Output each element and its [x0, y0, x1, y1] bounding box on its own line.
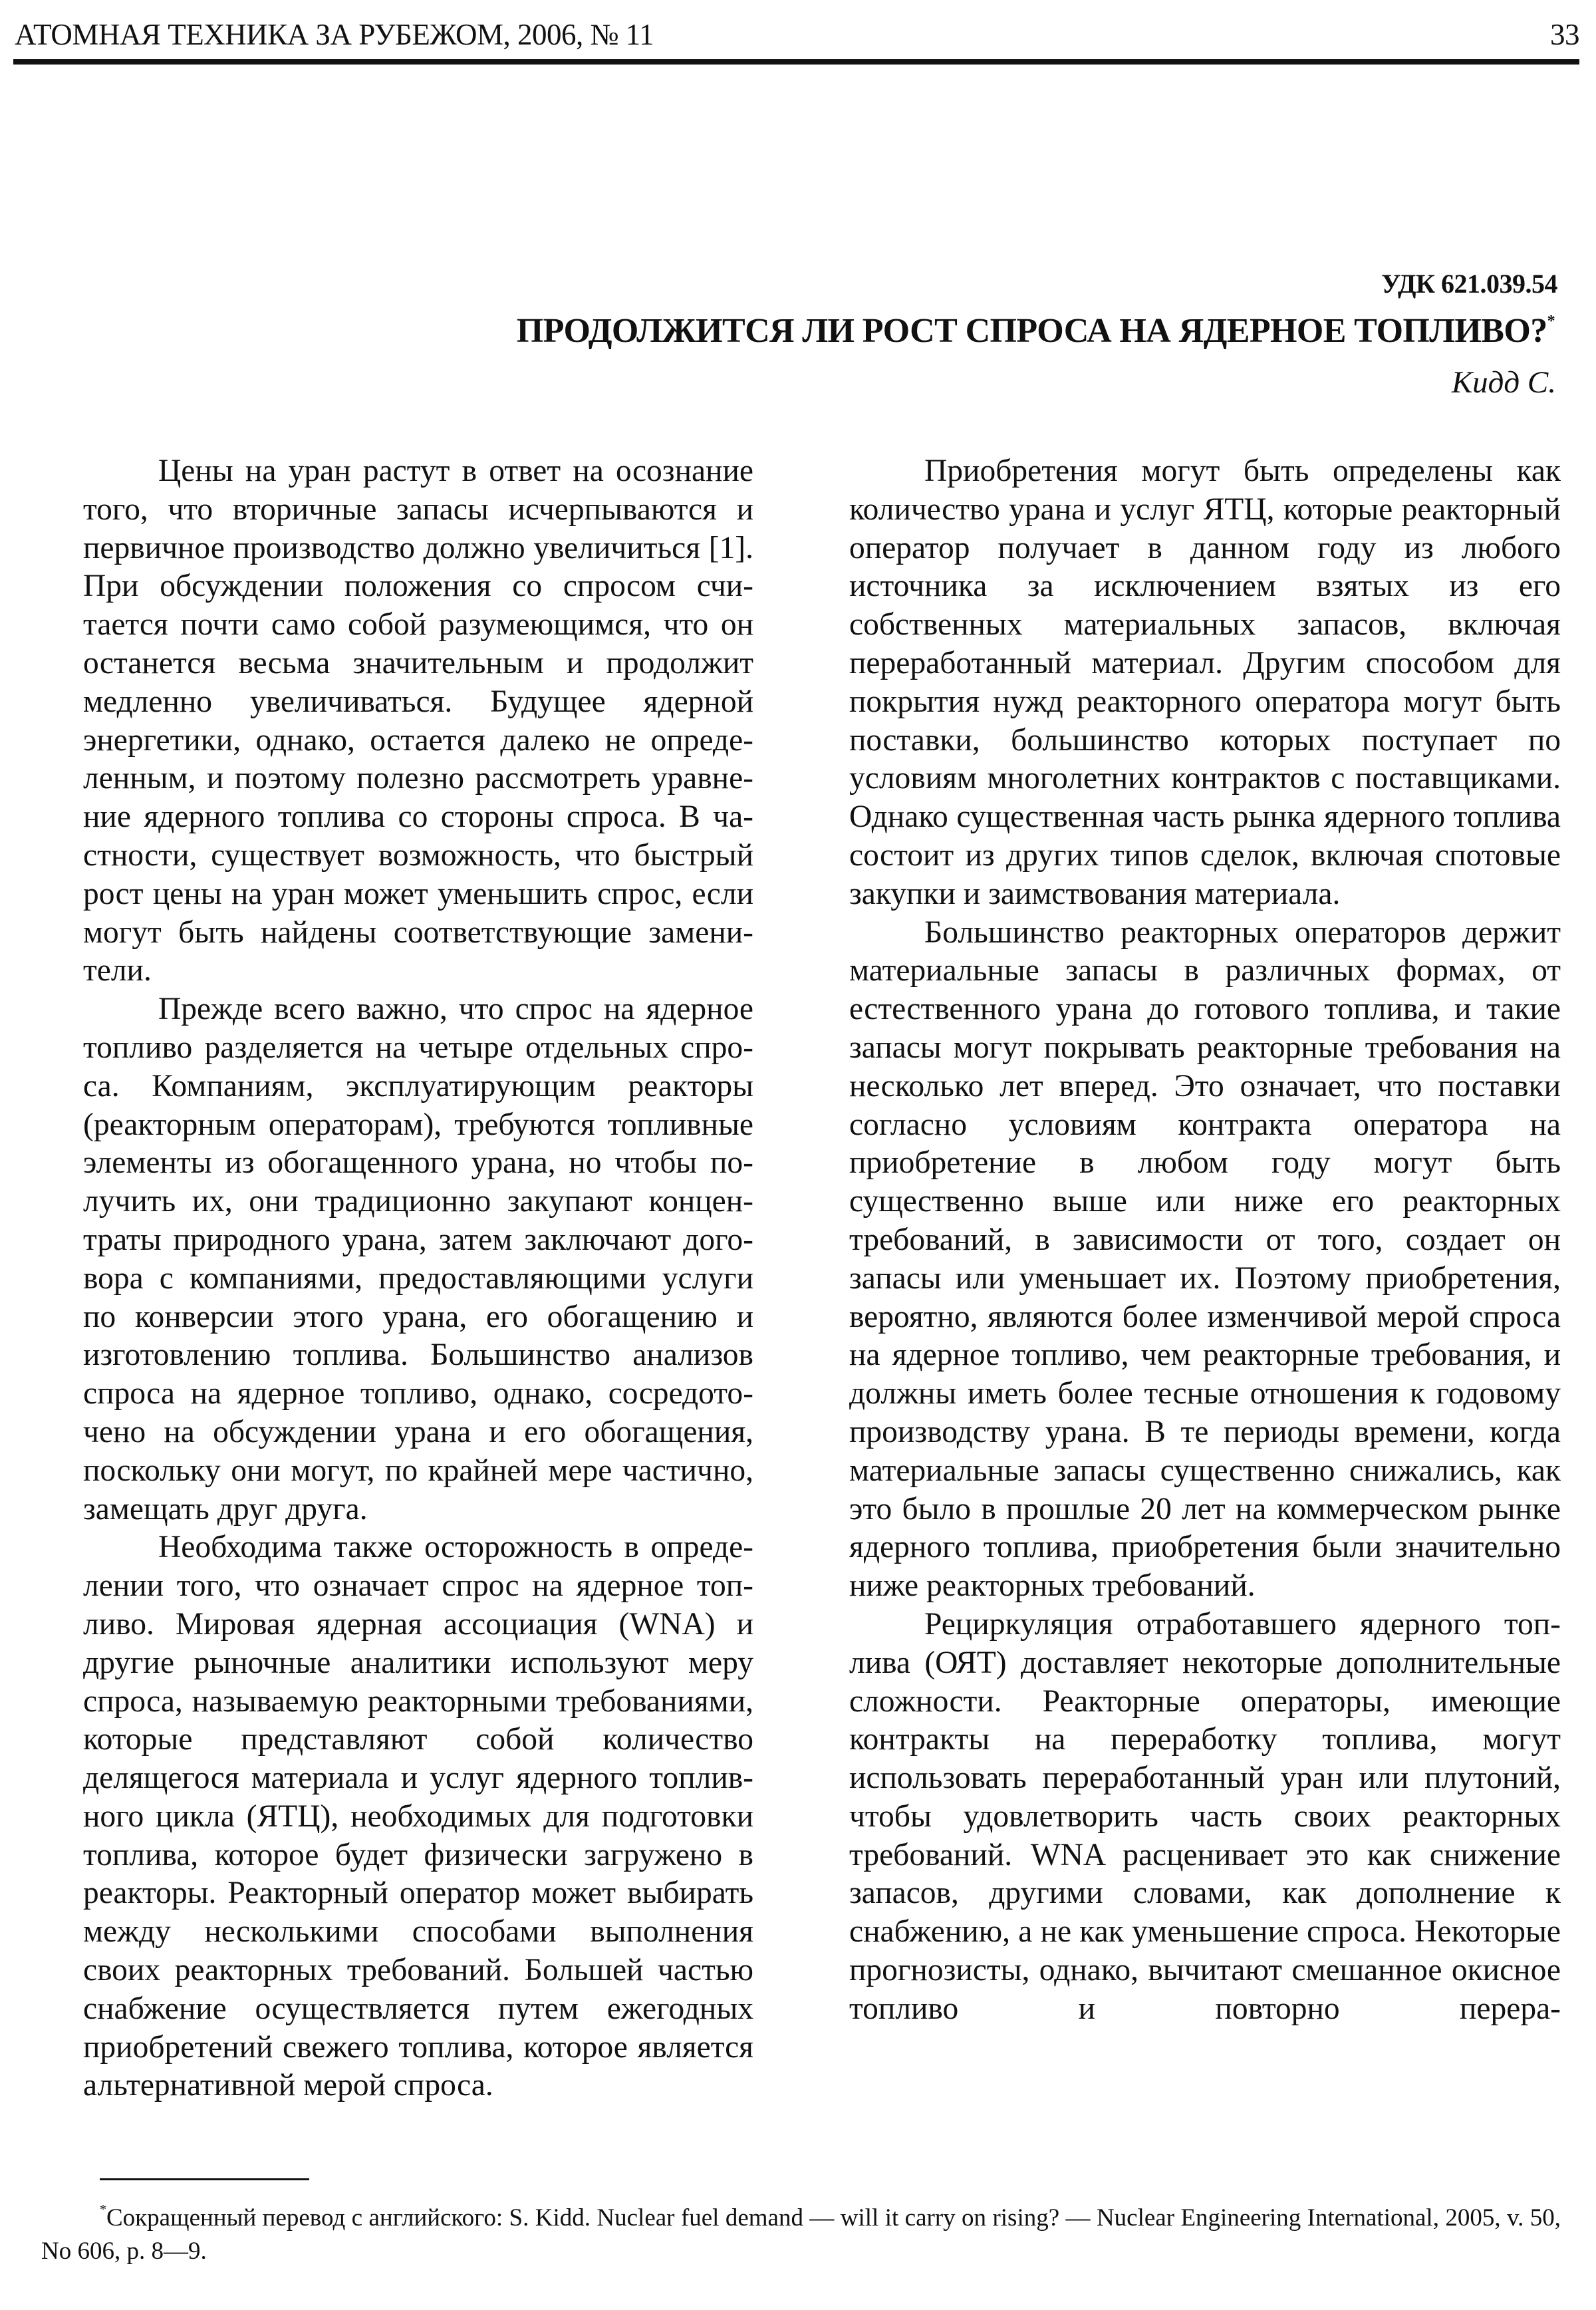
- paragraph: Большинство реакторных операторов держит материальные запасы в различных формах, от естественного урана до готового топлива, и такие запасы могут покрывать реакторные требования на несколько лет вперед. Это означает, что поставки согласно условиям контракта оператора на приобретение в любом году могут быть существенно выше или ниже его реакторных требований, в зависимости от того, создает он запасы или уменьшает их. Поэтому приобретения, вероятно, являются более изменчивой мерой спроса на ядерное топливо, чем реакторные требования, и должны иметь более тесные отношения к годовому производству урана. В те периоды времени, когда материальные запасы существенно снижались, как это было в прошлые 20 лет на коммерческом рынке ядерного топлива, приобретения были значительно ниже реакторных требований.: [849, 915, 1561, 1604]
- footnote-text: Сокращенный перевод с английского: S. Kidd. Nuclear fuel demand — will it carry on rising? — Nuclear Engineering International, 2005, v. 50, No 606, p. 8—9.: [41, 2204, 1561, 2265]
- left-column: [83, 452, 753, 2105]
- article-author: Кидд С.: [1451, 365, 1556, 400]
- title-footnote-mark[interactable]: *: [1547, 313, 1555, 330]
- udk-code: УДК 621.039.54: [1381, 269, 1557, 299]
- header-rule: [13, 59, 1579, 65]
- article-title: [517, 311, 1555, 351]
- journal-title: АТОМНАЯ ТЕХНИКА ЗА РУБЕЖОМ, 2006, № 11: [15, 18, 654, 51]
- paragraph: Рециркуляция отработавшего ядерного топлива (ОЯТ) доставляет некоторые дополнительные сложности. Реакторные операторы, имеющие контракты на переработку топлива, могут использовать переработанный уран или плутоний, чтобы удовлетворить часть своих реакторных требований. WNA расценивает это как снижение запасов, другими словами, как дополнение к снабжению, а не как уменьшение спроса. Некоторые прогнозисты, однако, вычитают смешанное окисное топливо и повторно перера-: [849, 1606, 1561, 2026]
- article-title-text: ПРОДОЛЖИТСЯ ЛИ РОСТ СПРОСА НА ЯДЕРНОЕ ТОПЛИВО?: [516, 312, 1547, 350]
- footnote-separator: [100, 2178, 309, 2180]
- paragraph: Прежде всего важно, что спрос на ядерное топливо разделяется на четыре отдельных спроса. Компаниям, эксплуатирующим реакторы (реакторным операторам), требуются топливные элементы из обогащенного урана, но чтобы получить их, они традиционно закупают концентраты природного урана, затем заключают договора с компаниями, предоставляющими услуги по конверсии этого урана, его обогащению и изготовлению топлива. Большинство анализов спроса на ядерное топливо, однако, сосредоточено на обсуждении урана и его обогащения, поскольку они могут, по крайней мере частично, замещать друг друга.: [83, 992, 753, 1526]
- right-column: [849, 452, 1561, 2029]
- page-number: 33: [1550, 18, 1579, 51]
- paragraph: Цены на уран растут в ответ на осознание того, что вторичные запасы исчерпываются и первичное производство должно увеличиться [1]. При обсуждении положения со спросом считается почти само собой разумеющимся, что он останется весьма значительным и продолжит медленно увеличиваться. Будущее ядерной энергетики, однако, остается далеко не определенным, и поэтому полезно рассмотреть уравнение ядерного топлива со стороны спроса. В частности, существует возможность, что быстрый рост цены на уран может уменьшить спрос, если могут быть найдены соответствующие заменители.: [83, 454, 753, 988]
- paragraph: Приобретения могут быть определены как количество урана и услуг ЯТЦ, которые реакторный оператор получает в данном году из любого источника за исключением взятых из его собственных материальных запасов, включая переработанный материал. Другим способом для покрытия нужд реакторного оператора могут быть поставки, большинство которых поступает по условиям многолетних контрактов с поставщиками. Однако существенная часть рынка ядерного топлива состоит из других типов сделок, включая спотовые закупки и заимствования материала.: [849, 454, 1561, 911]
- footnote-mark: *: [100, 2202, 106, 2217]
- footnote: [41, 2193, 1561, 2268]
- running-head: [15, 15, 1579, 55]
- paragraph: Необходима также осторожность в определении того, что означает спрос на ядерное топливо. Мировая ядерная ассоциация (WNA) и другие рыночные аналитики используют меру спроса, называемую реакторными требованиями, которые представляют собой количество делящегося материала и услуг ядерного топливного цикла (ЯТЦ), необходимых для подготовки топлива, которое будет физически загружено в реакторы. Реакторный оператор может выбирать между несколькими способами выполнения своих реакторных требований. Большей частью снабжение осуществляется путем ежегодных приобретений свежего топлива, которое является альтернативной мерой спроса.: [83, 1530, 753, 2103]
